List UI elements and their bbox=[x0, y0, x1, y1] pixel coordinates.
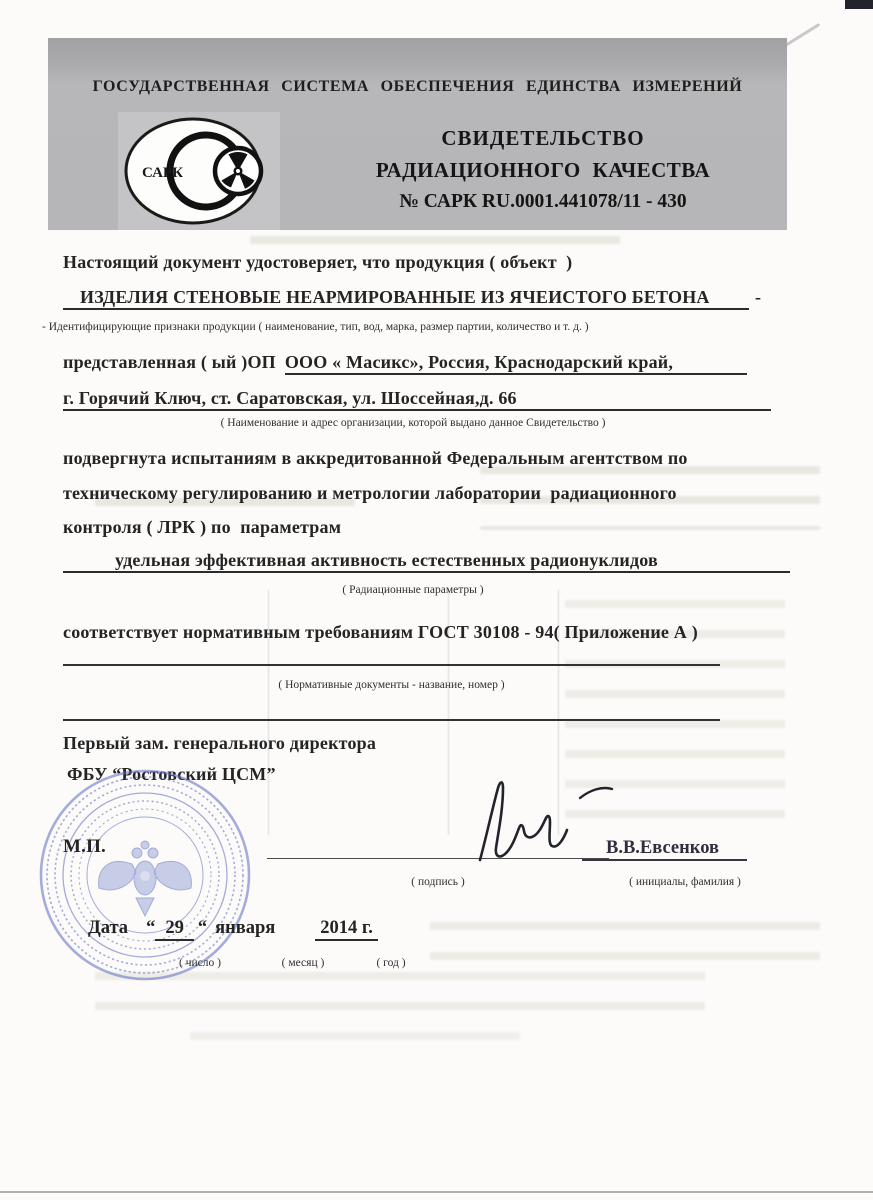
presented-prefix: представленная ( ый )ОП bbox=[63, 352, 276, 372]
name-underscore-right bbox=[721, 839, 747, 861]
stamp-seal bbox=[36, 766, 254, 984]
presented-address: г. Горячий Ключ, ст. Саратовская, ул. Шоссейная,д. 66 bbox=[63, 388, 517, 411]
date-quote-open: “ bbox=[146, 918, 156, 938]
date-quote-close: “ bbox=[197, 918, 208, 938]
radiation-trefoil-icon bbox=[215, 148, 261, 194]
presented-filler-underline bbox=[673, 352, 747, 375]
tested-line-2: техническому регулированию и метрологии лаборатории радиационного bbox=[63, 483, 677, 503]
cert-title-block bbox=[303, 126, 783, 213]
conform-line: соответствует нормативным требованиям ГОСТ 30108 - 94( Приложение А ) bbox=[63, 622, 698, 642]
normative-caption: ( Нормативные документы - название, номер ) bbox=[278, 679, 505, 691]
date-day: 29 bbox=[155, 918, 194, 941]
presented-org: ООО « Масикс», Россия, Краснодарский край, bbox=[285, 352, 673, 375]
system-title: ГОСУДАРСТВЕННАЯ СИСТЕМА ОБЕСПЕЧЕНИЯ ЕДИНСТВА ИЗМЕРЕНИЙ bbox=[92, 78, 743, 95]
tested-line-1: подвергнута испытаниям в аккредитованной Федеральным агентством по bbox=[63, 448, 688, 468]
address-filler-underline bbox=[517, 388, 771, 411]
director-org-line: ФБУ “Ростовский ЦСМ” bbox=[67, 764, 276, 784]
product-dash: - bbox=[755, 287, 762, 307]
product-caption: - Идентифицирующие признаки продукции ( наименование, тип, вод, марка, размер партии, количество и т. д. ) bbox=[42, 321, 589, 333]
date-month: января bbox=[215, 918, 276, 938]
normative-rule-2 bbox=[63, 719, 720, 721]
product-name-line bbox=[63, 287, 749, 310]
mp-label: М.П. bbox=[63, 836, 107, 857]
header-banner bbox=[48, 38, 787, 230]
cert-title-line3: № САРК RU.0001.441078/11 - 430 bbox=[399, 191, 687, 212]
sark-logo bbox=[118, 112, 280, 230]
bleed-artifact bbox=[250, 236, 620, 248]
name-caption: ( инициалы, фамилия ) bbox=[629, 876, 741, 888]
page-bottom-edge bbox=[0, 1191, 873, 1193]
logo-text: САРК bbox=[142, 165, 183, 181]
cert-title-line2: РАДИАЦИОННОГО КАЧЕСТВА bbox=[375, 158, 711, 182]
bleed-artifact bbox=[190, 1032, 520, 1060]
presented-line bbox=[63, 352, 747, 375]
director-title-line: Первый зам. генерального директора bbox=[63, 733, 377, 753]
date-year: 2014 г. bbox=[315, 918, 378, 941]
date-label: Дата bbox=[88, 918, 129, 938]
parameter-line bbox=[63, 550, 790, 573]
logo-patch bbox=[118, 112, 280, 230]
signature-caption: ( подпись ) bbox=[411, 876, 465, 888]
product-name: ИЗДЕЛИЯ СТЕНОВЫЕ НЕАРМИРОВАННЫЕ ИЗ ЯЧЕИСТОГО БЕТОНА bbox=[80, 287, 710, 307]
intro-line: Настоящий документ удостоверяет, что продукция ( объект ) bbox=[63, 252, 573, 272]
name-underscore-left bbox=[582, 839, 604, 861]
stamp-eagle bbox=[99, 841, 192, 916]
signatory-name: В.В.Евсенков bbox=[604, 838, 721, 861]
date-line bbox=[88, 918, 378, 941]
scan-corner-artifact bbox=[845, 0, 873, 9]
parameter-caption: ( Радиационные параметры ) bbox=[342, 584, 484, 596]
name-block bbox=[582, 838, 747, 861]
org-caption: ( Наименование и адрес организации, которой выдано данное Свидетельство ) bbox=[220, 417, 606, 429]
month-caption: ( месяц ) bbox=[281, 957, 325, 969]
year-caption: ( год ) bbox=[376, 957, 406, 969]
parameter-text: удельная эффективная активность естественных радионуклидов bbox=[115, 550, 658, 570]
address-line bbox=[63, 388, 771, 411]
normative-rule-1 bbox=[63, 664, 720, 666]
day-caption: ( число ) bbox=[179, 957, 221, 969]
tested-line-3: контроля ( ЛРК ) по параметрам bbox=[63, 517, 342, 537]
cert-title-line1: СВИДЕТЕЛЬСТВО bbox=[441, 126, 645, 150]
